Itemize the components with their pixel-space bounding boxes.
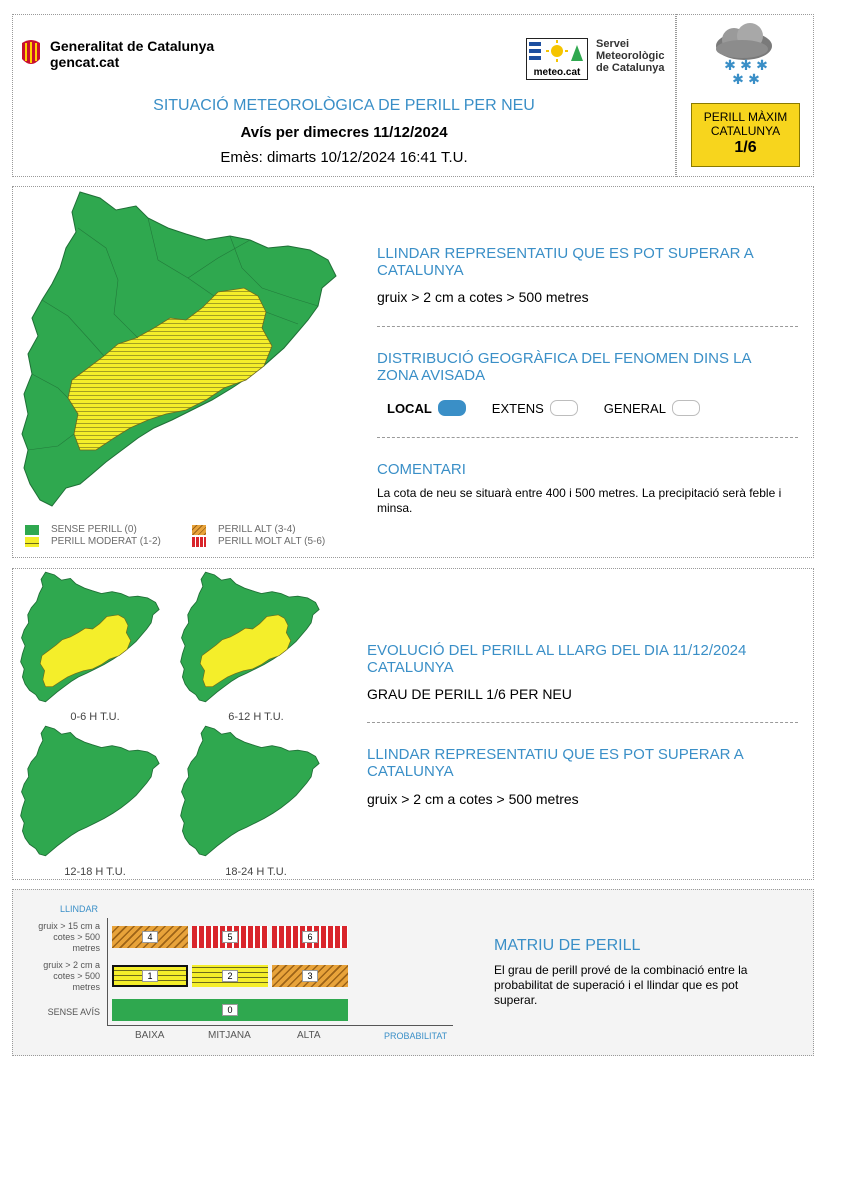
matrix-x-alta: ALTA [297, 1030, 321, 1041]
distribution-general[interactable] [604, 400, 700, 416]
divider [367, 722, 798, 723]
legend-swatch-orange [192, 525, 206, 535]
legend-sense-perill [25, 524, 137, 535]
servei-line1: Servei [596, 38, 630, 50]
distribution-local[interactable] [387, 400, 466, 416]
evolution-threshold-title: LLINDAR REPRESENTATIU QUE ES POT SUPERAR A CATALUNYA [367, 746, 743, 780]
matrix-cell-value: 1 [142, 970, 157, 982]
matrix-cell-3 [272, 965, 348, 987]
general-toggle[interactable] [672, 400, 700, 416]
divider [377, 437, 798, 438]
distribution-extens-label: EXTENS [491, 400, 544, 416]
svg-text:✱: ✱ [740, 58, 752, 74]
meteocat-label: meteo.cat [533, 67, 581, 78]
gencat-name: Generalitat de Catalunya [50, 38, 215, 54]
meteocat-logo[interactable] [526, 38, 664, 80]
legend-label: PERILL MODERAT (1-2) [51, 536, 161, 547]
meteocat-mark [526, 38, 588, 80]
matrix-ytitle: LLINDAR [60, 904, 99, 914]
issued-date: Emès: dimarts 10/12/2024 16:41 T.U. [220, 149, 468, 166]
matrix-row-mid-label: gruix > 2 cm a cotes > 500 metres [43, 960, 100, 992]
gencat-emblem-icon [20, 39, 42, 69]
matrix-yaxis [107, 918, 108, 1026]
matrix-cell-value: 0 [222, 1004, 237, 1016]
max-danger-badge [691, 103, 800, 167]
matrix-cell-2 [192, 965, 268, 987]
legend-swatch-green [25, 525, 39, 535]
evolution-map-0-6 [18, 570, 160, 704]
svg-text:✱: ✱ [748, 72, 760, 88]
evolution-map-12-18 [18, 724, 160, 858]
matrix-title: MATRIU DE PERILL [494, 937, 641, 954]
legend-perill-molt-alt [192, 536, 325, 547]
threshold-text: gruix > 2 cm a cotes > 500 metres [377, 289, 589, 305]
extens-toggle[interactable] [550, 400, 578, 416]
legend-perill-alt [192, 524, 296, 535]
matrix-text: El grau de perill prové de la combinació entre la probabilitat de superació i el llindar que es pot superar. [494, 963, 748, 1007]
matrix-cell-value: 4 [142, 931, 157, 943]
matrix-row-top-label: gruix > 15 cm a cotes > 500 metres [38, 921, 100, 953]
matrix-x-baixa: BAIXA [135, 1030, 165, 1041]
evolution-caption: 12-18 H T.U. [64, 866, 126, 878]
distribution-general-label: GENERAL [603, 400, 666, 416]
evolution-caption: 18-24 H T.U. [225, 866, 287, 878]
page-title: SITUACIÓ METEOROLÒGICA DE PERILL PER NEU [153, 97, 535, 114]
max-danger-value: 1/6 [734, 139, 757, 156]
legend-swatch-yellow [25, 537, 39, 547]
svg-text:✱: ✱ [724, 58, 736, 74]
threshold-title: LLINDAR REPRESENTATIU QUE ES POT SUPERAR A CATALUNYA [377, 245, 753, 279]
max-danger-region: CATALUNYA [710, 124, 781, 138]
comments-text: La cota de neu se situarà entre 400 i 500 metres. La precipitació serà feble i minsa. [377, 486, 782, 515]
matrix-cell-value: 6 [302, 931, 317, 943]
evolution-map-18-24 [178, 724, 320, 858]
legend-label: SENSE PERILL (0) [51, 524, 137, 535]
distribution-extens[interactable] [492, 400, 578, 416]
warning-date: Avís per dimecres 11/12/2024 [240, 124, 448, 141]
evolution-map-6-12 [178, 570, 320, 704]
distribution-toggles [387, 400, 700, 416]
matrix-cell-6 [272, 926, 348, 948]
distribution-local-label: LOCAL [387, 400, 432, 416]
evolution-grade: GRAU DE PERILL 1/6 PER NEU [367, 686, 572, 702]
evolution-threshold-text: gruix > 2 cm a cotes > 500 metres [367, 791, 579, 807]
matrix-cell-0 [112, 999, 348, 1021]
matrix-cell-value: 5 [222, 931, 237, 943]
distribution-title: DISTRIBUCIÓ GEOGRÀFICA DEL FENOMEN DINS LA ZONA AVISADA [377, 350, 751, 384]
matrix-cell-1-selected [112, 965, 188, 987]
servei-line3: de Catalunya [596, 62, 665, 74]
legend-perill-moderat [25, 536, 161, 547]
matrix-xtitle: PROBABILITAT [384, 1031, 448, 1041]
snow-cloud-icon [712, 22, 778, 88]
divider [377, 326, 798, 327]
matrix-cell-value: 3 [302, 970, 317, 982]
matrix-xaxis [107, 1025, 453, 1026]
matrix-cell-4 [112, 926, 188, 948]
local-toggle[interactable] [438, 400, 466, 416]
svg-text:✱: ✱ [732, 72, 744, 88]
matrix-cell-value: 2 [222, 970, 237, 982]
matrix-cell-5 [192, 926, 268, 948]
evolution-title: EVOLUCIÓ DEL PERILL AL LLARG DEL DIA 11/12/2024 CATALUNYA [367, 642, 747, 676]
svg-text:✱: ✱ [756, 58, 768, 74]
legend-label: PERILL ALT (3-4) [218, 524, 296, 535]
max-danger-label: PERILL MÀXIM [703, 110, 788, 124]
gencat-url: gencat.cat [50, 54, 120, 70]
evolution-caption: 0-6 H T.U. [70, 711, 120, 723]
matrix-x-mitjana: MITJANA [208, 1030, 251, 1041]
gencat-logo[interactable] [20, 38, 214, 70]
legend-swatch-red [192, 537, 206, 547]
catalonia-danger-map [18, 188, 340, 514]
meteo-weather-icon [527, 39, 587, 67]
legend-label: PERILL MOLT ALT (5-6) [218, 536, 326, 547]
servei-line2: Meteorològic [596, 50, 665, 62]
matrix-row-bot-label: SENSE AVÍS [47, 1007, 100, 1017]
evolution-caption: 6-12 H T.U. [228, 711, 284, 723]
comments-title: COMENTARI [377, 461, 466, 478]
